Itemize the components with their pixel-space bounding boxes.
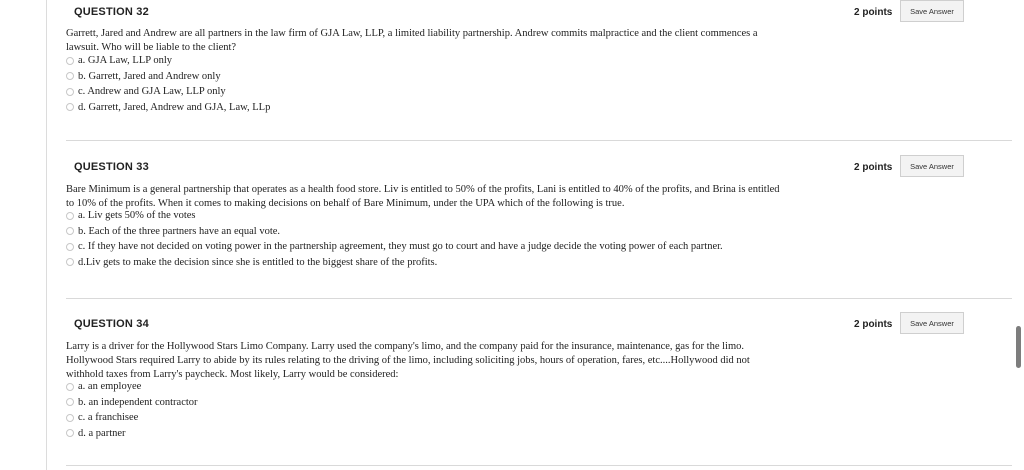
- radio-button[interactable]: [66, 103, 74, 111]
- answer-option-b[interactable]: [66, 69, 270, 85]
- question-prompt: Bare Minimum is a general partnership that operates as a health food store. Liv is entitled to 50% of the profits, Lani is entitled to 40% of the profits, and Brina is entitled to 10% of the profits. When it comes to making decisions on behalf of Bare Minimum, under the UPA which of the following is true.: [66, 184, 780, 209]
- answer-option-a[interactable]: [66, 208, 723, 224]
- radio-button[interactable]: [66, 57, 74, 65]
- save-answer-button[interactable]: Save Answer: [900, 155, 964, 177]
- option-label: b. an independent contractor: [78, 396, 198, 408]
- answer-option-c[interactable]: [66, 410, 198, 426]
- option-label: c. a franchisee: [78, 412, 139, 424]
- option-label: d.Liv gets to make the decision since she is entitled to the biggest share of the profits.: [78, 256, 438, 268]
- option-label: c. If they have not decided on voting power in the partnership agreement, they must go to court and have a judge decide the voting power of each partner.: [78, 241, 723, 253]
- left-panel: [0, 0, 47, 470]
- answer-option-b[interactable]: [66, 395, 198, 411]
- save-answer-button[interactable]: Save Answer: [900, 312, 964, 334]
- question-prompt: Garrett, Jared and Andrew are all partners in the law firm of GJA Law, LLP, a limited liability partnership. Andrew commits malpractice and the client commences a lawsuit. Who will be liable to the client?: [66, 28, 758, 53]
- radio-button[interactable]: [66, 72, 74, 80]
- question-points: 2 points: [854, 162, 893, 173]
- question-title: QUESTION 32: [74, 6, 149, 18]
- answer-option-d[interactable]: [66, 426, 198, 442]
- questions-content: [46, 0, 986, 470]
- radio-button[interactable]: [66, 227, 74, 235]
- question-points: 2 points: [854, 7, 893, 18]
- option-label: d. a partner: [78, 427, 126, 439]
- option-label: d. Garrett, Jared, Andrew and GJA, Law, LLp: [78, 101, 271, 113]
- divider: [66, 465, 1012, 466]
- question-title: QUESTION 34: [74, 318, 149, 330]
- radio-button[interactable]: [66, 258, 74, 266]
- option-label: a. Liv gets 50% of the votes: [78, 210, 196, 222]
- scrollbar-thumb[interactable]: [1016, 326, 1021, 368]
- answer-option-a[interactable]: [66, 379, 198, 395]
- radio-button[interactable]: [66, 212, 74, 220]
- answer-option-d[interactable]: [66, 100, 270, 116]
- answer-option-b[interactable]: [66, 224, 723, 240]
- option-label: b. Each of the three partners have an equal vote.: [78, 225, 281, 237]
- answer-option-c[interactable]: [66, 84, 270, 100]
- divider: [66, 298, 1012, 299]
- option-label: a. GJA Law, LLP only: [78, 55, 173, 67]
- option-label: b. Garrett, Jared and Andrew only: [78, 70, 221, 82]
- question-points: 2 points: [854, 319, 893, 330]
- save-answer-button[interactable]: Save Answer: [900, 0, 964, 22]
- radio-button[interactable]: [66, 383, 74, 391]
- radio-button[interactable]: [66, 88, 74, 96]
- option-label: c. Andrew and GJA Law, LLP only: [78, 86, 226, 98]
- radio-button[interactable]: [66, 414, 74, 422]
- answer-options: [66, 53, 270, 115]
- divider: [66, 140, 1012, 141]
- answer-option-d[interactable]: [66, 255, 723, 271]
- question-prompt: Larry is a driver for the Hollywood Stars Limo Company. Larry used the company's limo, and the company paid for the insurance, maintenance, gas for the limo. Hollywood Stars required Larry to abide by its rules relating to the driving of the limo, including soliciting jobs, hours of operation, fares, etc....Hollywood did not withhold taxes from Larry's paycheck. Most likely, Larry would be considered:: [66, 341, 750, 380]
- question-title: QUESTION 33: [74, 161, 149, 173]
- radio-button[interactable]: [66, 429, 74, 437]
- option-label: a. an employee: [78, 381, 142, 393]
- radio-button[interactable]: [66, 243, 74, 251]
- answer-options: [66, 208, 723, 270]
- answer-option-a[interactable]: [66, 53, 270, 69]
- answer-options: [66, 379, 198, 441]
- radio-button[interactable]: [66, 398, 74, 406]
- answer-option-c[interactable]: [66, 239, 723, 255]
